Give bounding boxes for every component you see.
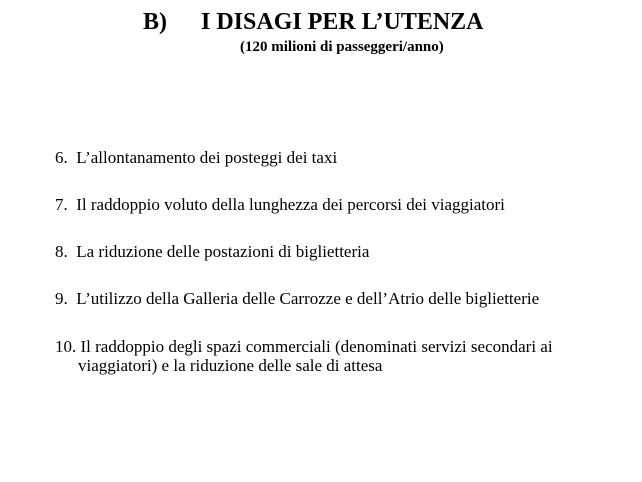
list-item-continuation: viaggiatori) e la riduzione delle sale di attesa bbox=[78, 356, 383, 375]
list-item-number: 10. bbox=[55, 337, 77, 356]
list-item-number: 9. bbox=[55, 289, 68, 308]
list-item-number: 7. bbox=[55, 195, 68, 214]
slide-heading bbox=[0, 8, 642, 38]
page-subtitle: (120 milioni di passeggeri/anno) bbox=[240, 39, 444, 55]
list-item-text: Il raddoppio voluto della lunghezza dei percorsi dei viaggiatori bbox=[76, 195, 505, 214]
list-item-number: 6. bbox=[55, 148, 68, 167]
list-item-text: L’allontanamento dei posteggi dei taxi bbox=[76, 148, 338, 167]
list-item bbox=[55, 148, 337, 167]
list-item bbox=[55, 289, 539, 308]
list-item-number: 8. bbox=[55, 242, 68, 261]
section-letter: B) bbox=[143, 9, 167, 35]
list-item-text: L’utilizzo della Galleria delle Carrozze e dell’Atrio delle biglietterie bbox=[76, 289, 540, 308]
list-item bbox=[55, 195, 505, 214]
page-title: I DISAGI PER L’UTENZA bbox=[201, 9, 484, 35]
list-item-text: La riduzione delle postazioni di biglietteria bbox=[76, 242, 370, 261]
list-item bbox=[55, 242, 369, 261]
list-item bbox=[55, 337, 595, 375]
list-item-text: Il raddoppio degli spazi commerciali (denominati servizi secondari ai bbox=[80, 337, 553, 356]
